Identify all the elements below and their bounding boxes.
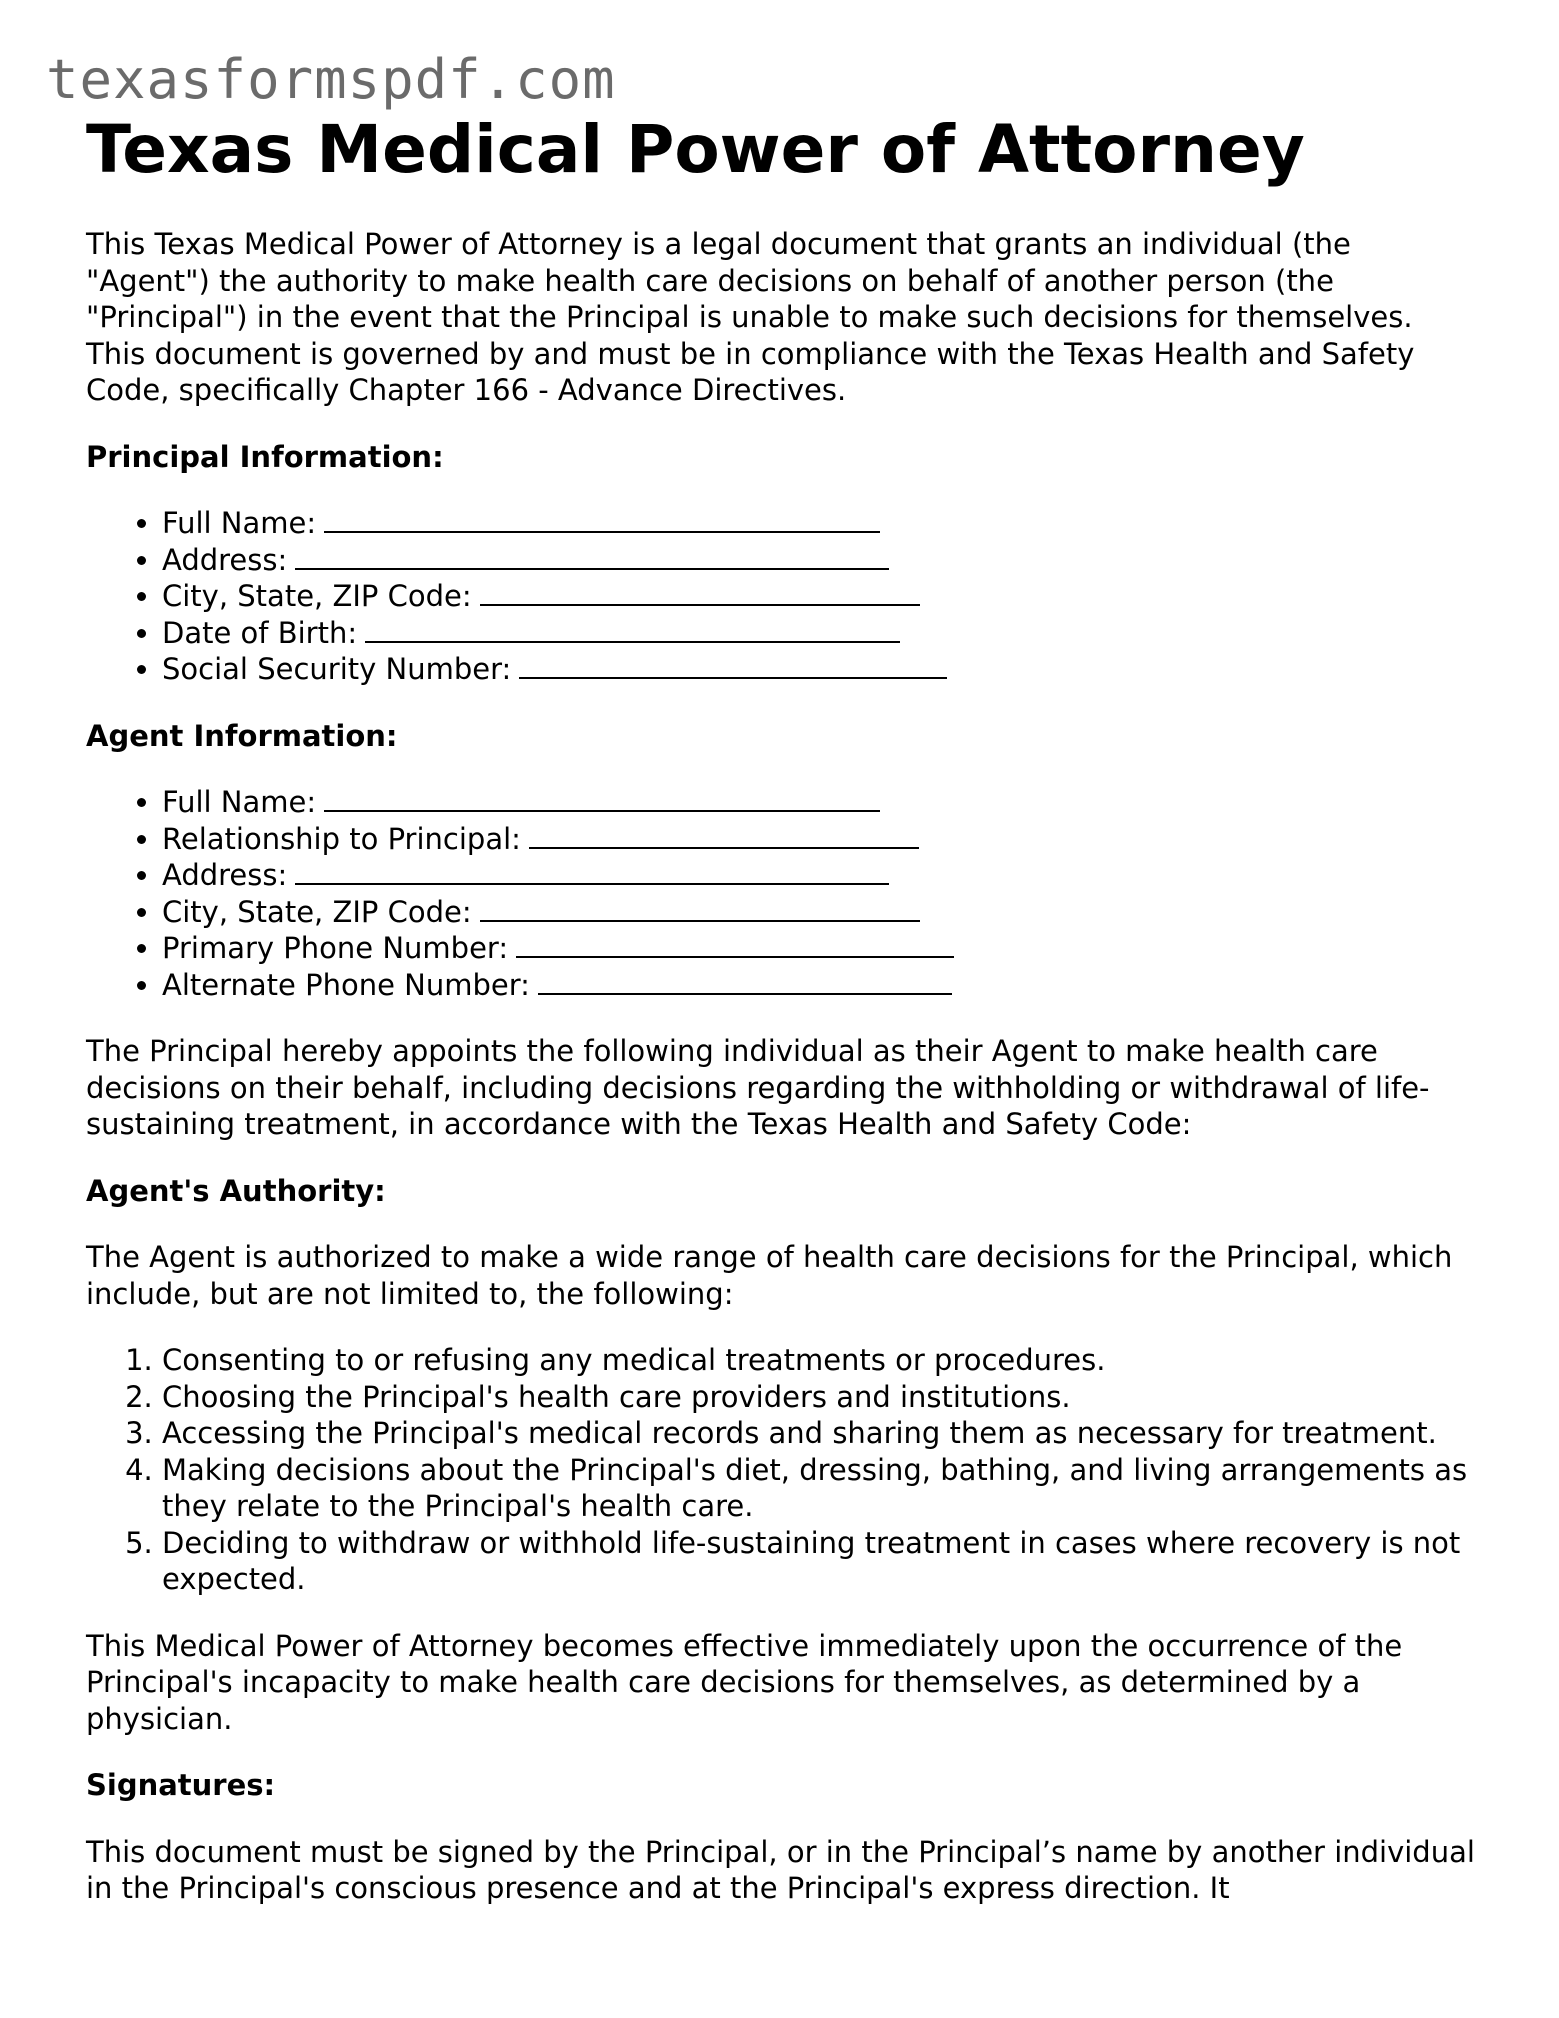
fill-line[interactable] — [480, 894, 920, 922]
principal-field-date-of-birth: • Date of Birth: — [162, 615, 1486, 652]
fill-line[interactable] — [295, 857, 889, 885]
fill-line[interactable] — [324, 784, 880, 812]
authority-item: 1. Consenting to or refusing any medical treatments or procedures. — [162, 1342, 1486, 1379]
authority-item: 2. Choosing the Principal's health care providers and institutions. — [162, 1379, 1486, 1416]
authority-heading: Agent's Authority: — [86, 1173, 386, 1208]
document-title: Texas Medical Power of Attorney — [86, 111, 1305, 188]
agent-field-full-name: • Full Name: — [162, 784, 1486, 821]
principal-field-city-state-zip: • City, State, ZIP Code: — [162, 578, 1486, 615]
intro-paragraph: This Texas Medical Power of Attorney is a legal document that grants an individual (the "Agent") the authority to make health care decisions on behalf of another person (the "Principal") in the event that the Principal is unable to make such decisions for themselves. This document is governed by and must be in compliance with the Texas Health and Safety Code, specifically Chapter 166 - Advance Directives. — [86, 227, 1415, 407]
principal-fields — [86, 505, 1486, 688]
authority-item: 4. Making decisions about the Principal's diet, dressing, bathing, and living arrangements as they relate to the Principal's health care. — [162, 1452, 1486, 1525]
fill-line[interactable] — [538, 967, 952, 995]
principal-heading: Principal Information: — [86, 439, 444, 474]
fill-line[interactable] — [295, 542, 889, 570]
effective-paragraph: This Medical Power of Attorney becomes effective immediately upon the occurrence of the Principal's incapacity to make health care decisions for themselves, as determined by a physician. — [86, 1628, 1403, 1736]
fill-line[interactable] — [529, 821, 919, 849]
authority-paragraph: The Agent is authorized to make a wide range of health care decisions for the Principal, which include, but are not limited to, the following: — [86, 1240, 1453, 1311]
agent-field-relationship: • Relationship to Principal: — [162, 821, 1486, 858]
watermark: texasformspdf.com — [46, 48, 616, 111]
fill-line[interactable] — [324, 505, 880, 533]
fill-line[interactable] — [480, 578, 920, 606]
agent-heading: Agent Information: — [86, 718, 398, 753]
authority-list — [86, 1342, 1486, 1598]
principal-field-full-name: • Full Name: — [162, 505, 1486, 542]
agent-field-alternate-phone: • Alternate Phone Number: — [162, 967, 1486, 1004]
agent-field-address: • Address: — [162, 857, 1486, 894]
signatures-paragraph: This document must be signed by the Principal, or in the Principal’s name by another individual in the Principal's conscious presence and at the Principal's express direction. It — [86, 1834, 1475, 1905]
authority-item: 3. Accessing the Principal's medical records and sharing them as necessary for treatment. — [162, 1415, 1486, 1452]
document-content — [86, 108, 1486, 1907]
authority-item: 5. Deciding to withdraw or withhold life-sustaining treatment in cases where recovery is not expected. — [162, 1525, 1486, 1598]
principal-field-address: • Address: — [162, 542, 1486, 579]
agent-field-primary-phone: • Primary Phone Number: — [162, 930, 1486, 967]
fill-line[interactable] — [516, 930, 954, 958]
signatures-heading: Signatures: — [86, 1768, 276, 1802]
agent-field-city-state-zip: • City, State, ZIP Code: — [162, 894, 1486, 931]
appointment-paragraph: The Principal hereby appoints the following individual as their Agent to make health care decisions on their behalf, including decisions regarding the withholding or withdrawal of life-sustaining treatment, in accordance with the Texas Health and Safety Code: — [86, 1034, 1430, 1141]
fill-line[interactable] — [365, 615, 900, 643]
principal-field-ssn: • Social Security Number: — [162, 651, 1486, 688]
agent-fields — [86, 784, 1486, 1003]
fill-line[interactable] — [519, 651, 947, 679]
